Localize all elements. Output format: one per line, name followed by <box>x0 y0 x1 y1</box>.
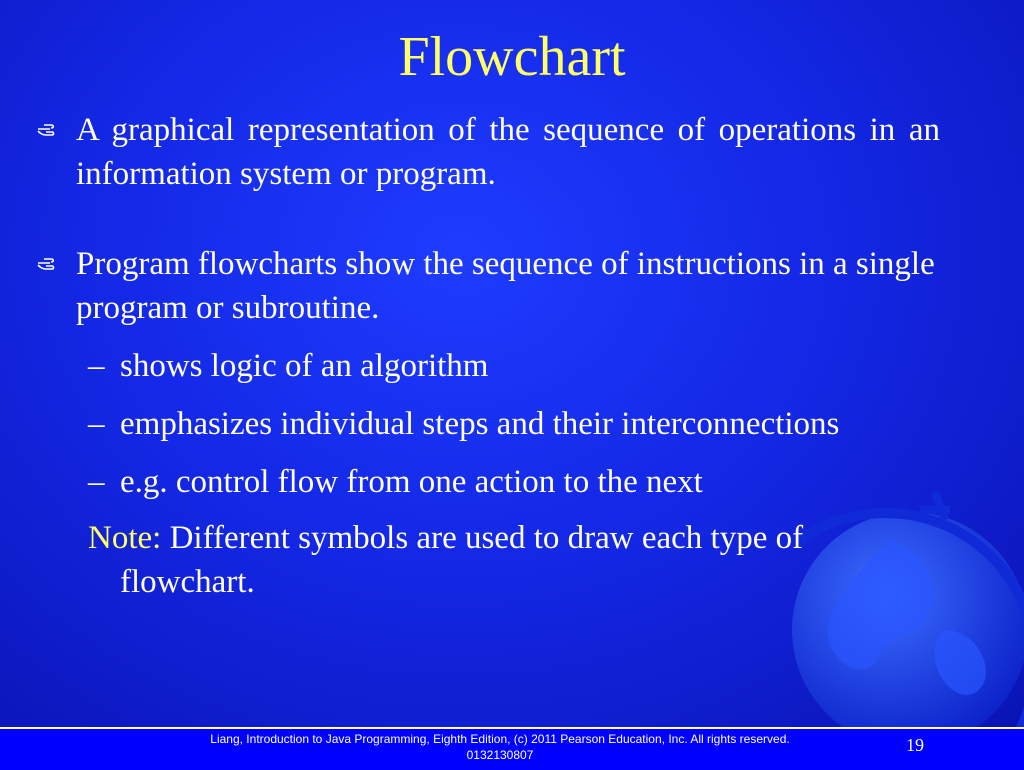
footer-copyright: Liang, Introduction to Java Programming, Eighth Edition, (c) 2011 Pearson Education, Inc. All rights reserved. 0132130807 <box>210 732 790 762</box>
page-number: 19 <box>906 735 924 755</box>
sub-item-1 <box>36 344 940 388</box>
slide-content <box>36 108 940 604</box>
dash-marker: – <box>88 464 105 500</box>
pointing-hand-icon <box>36 250 62 276</box>
dash-marker: – <box>88 348 105 384</box>
sub-item-text: emphasizes individual steps and their interconnections <box>120 406 840 442</box>
pointing-hand-icon <box>36 116 62 142</box>
bullet-item-1 <box>36 108 940 196</box>
footer-bar <box>0 727 1024 770</box>
sub-item-text: shows logic of an algorithm <box>120 348 489 384</box>
note-label: Note: <box>88 520 162 556</box>
bullet-item-2 <box>36 242 940 330</box>
note-paragraph <box>36 516 940 604</box>
note-text: Different symbols are used to draw each type of flowchart. <box>120 520 804 600</box>
dash-marker: – <box>88 406 105 442</box>
bullet-text-2: Program flowcharts show the sequence of instructions in a single program or subroutine. <box>76 246 935 326</box>
sub-item-3 <box>36 460 940 504</box>
sub-item-2 <box>36 402 940 446</box>
sub-item-text: e.g. control flow from one action to the next <box>120 464 703 500</box>
slide-title: Flowchart <box>398 26 626 88</box>
bullet-text-1: A graphical representation of the sequence of operations in an information system or program. <box>76 112 940 192</box>
